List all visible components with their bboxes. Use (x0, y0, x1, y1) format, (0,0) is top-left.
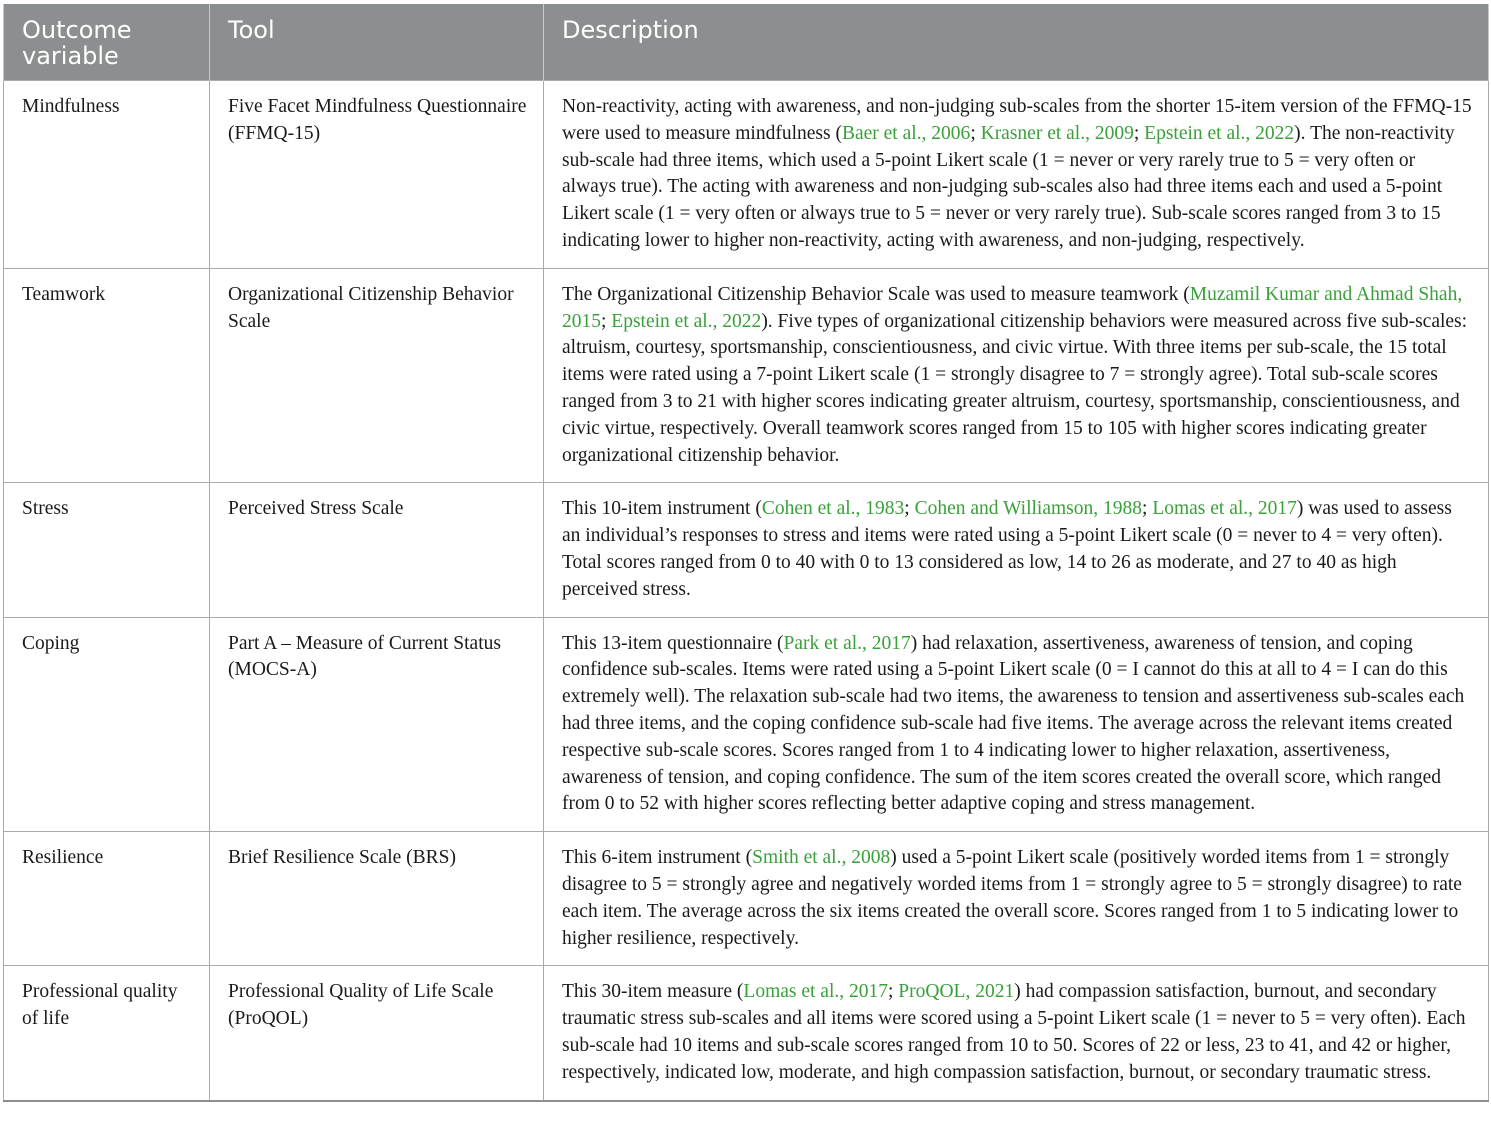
description-text: ) used a 5-point Likert scale (positively worded items from 1 = strongly disagree to 5 = strongly agree and negatively worded items from 1 = strongly agree to 5 = strongly disagree) to rate each item. The average across the six items created the overall score. Scores ranged from 1 to 5 indicating lower to higher resilience, respectively. (562, 847, 1462, 949)
description-cell (544, 617, 1489, 832)
header-row (4, 4, 1489, 81)
citation-link[interactable]: Cohen et al., 1983 (761, 498, 905, 520)
table-row (4, 268, 1489, 483)
header-outcome-variable: Outcome variable (4, 4, 210, 81)
citation-link[interactable]: Cohen and Williamson, 1988 (914, 498, 1143, 520)
tool-cell: Five Facet Mindfulness Questionnaire (FFMQ-15) (210, 81, 544, 269)
description-text: ; (1142, 498, 1153, 520)
tool-cell: Part A – Measure of Current Status (MOCS-A) (210, 617, 544, 832)
description-text: This 6-item instrument ( (562, 847, 753, 869)
table-body (4, 81, 1489, 1101)
table-row (4, 966, 1489, 1101)
table-row (4, 617, 1489, 832)
citation-link[interactable]: Krasner et al., 2009 (980, 122, 1134, 144)
citation-link[interactable]: Lomas et al., 2017 (1152, 498, 1297, 520)
outcome-variable-cell: Resilience (4, 832, 210, 966)
description-cell (544, 483, 1489, 617)
citation-link[interactable]: Lomas et al., 2017 (743, 981, 888, 1003)
outcome-variable-cell: Stress (4, 483, 210, 617)
citation-link[interactable]: Baer et al., 2006 (841, 122, 971, 144)
citation-link[interactable]: Muzamil Kumar and Ahmad Shah, 2015 (562, 283, 1463, 332)
description-cell (544, 81, 1489, 269)
measures-table-container (3, 4, 1488, 1102)
description-cell (544, 268, 1489, 483)
description-text: ). The non-reactivity sub-scale had three items, which used a 5-point Likert scale (1 = never or very rarely true to 5 = very often or always true). The acting with awareness and non-judging sub-scales also had three items each and used a 5-point Likert scale (1 = very often or always true to 5 = never or very rarely true). Sub-scale scores ranged from 3 to 15 indicating lower to higher non-reactivity, acting with awareness, and non-judging, respectively. (562, 122, 1455, 251)
tool-cell: Perceived Stress Scale (210, 483, 544, 617)
description-text: This 30-item measure ( (562, 981, 744, 1003)
citation-link[interactable]: Epstein et al., 2022 (611, 310, 762, 332)
description-text: ; (601, 310, 612, 332)
tool-cell: Brief Resilience Scale (BRS) (210, 832, 544, 966)
description-text: ) had relaxation, assertiveness, awareness of tension, and coping confidence sub-scales. Items were rated using a 5-point Likert scale (0 = I cannot do this at all to 4 = I can do this extremely well). The relaxation sub-scale had two items, the awareness to tension and assertiveness sub-scales each had three items, and the coping confidence sub-scale had five items. The average across the relevant items created respective sub-scale scores. Scores ranged from 1 to 4 indicating lower to higher relaxation, assertiveness, awareness of tension, and coping confidence. The sum of the item scores created the overall score, which ranged from 0 to 52 with higher scores reflecting better adaptive coping and stress management. (562, 632, 1465, 815)
header-description: Description (544, 4, 1489, 81)
description-text: ; (904, 498, 915, 520)
citation-link[interactable]: Epstein et al., 2022 (1144, 122, 1295, 144)
measures-table (3, 4, 1489, 1102)
table-row (4, 483, 1489, 617)
description-text: This 13-item questionnaire ( (562, 632, 784, 654)
table-row (4, 832, 1489, 966)
description-text: This 10-item instrument ( (562, 498, 762, 520)
outcome-variable-cell: Mindfulness (4, 81, 210, 269)
table-row (4, 81, 1489, 269)
description-text: ; (970, 122, 981, 144)
outcome-variable-cell: Professional quality of life (4, 966, 210, 1101)
tool-cell: Organizational Citizenship Behavior Scale (210, 268, 544, 483)
header-tool: Tool (210, 4, 544, 81)
description-text: ; (888, 981, 899, 1003)
citation-link[interactable]: Smith et al., 2008 (752, 847, 891, 869)
description-text: Non-reactivity, acting with awareness, and non-judging sub-scales from the shorter 15-item version of the FFMQ-15 were used to measure mindfulness ( (562, 96, 1472, 144)
description-text: ) was used to assess an individual’s responses to stress and items were rated using a 5-point Likert scale (0 = never to 4 = very often). Total scores ranged from 0 to 40 with 0 to 13 considered as low, 14 to 26 as moderate, and 27 to 40 as high perceived stress. (562, 498, 1452, 600)
table-header (4, 4, 1489, 81)
citation-link[interactable]: ProQOL, 2021 (898, 981, 1015, 1003)
description-cell (544, 832, 1489, 966)
description-text: ) had compassion satisfaction, burnout, and secondary traumatic stress sub-scales and all items were scored using a 5-point Likert scale (1 = never to 5 = very often). Each sub-scale had 10 items and sub-scale scores ranged from 10 to 50. Scores of 22 or less, 23 to 41, and 42 or higher, respectively, indicated low, moderate, and high compassion satisfaction, burnout, or secondary traumatic stress. (562, 981, 1466, 1083)
tool-cell: Professional Quality of Life Scale (ProQOL) (210, 966, 544, 1101)
description-text: ). Five types of organizational citizenship behaviors were measured across five sub-scales: altruism, courtesy, sportsmanship, conscientiousness, and civic virtue. With three items per sub-scale, the 15 total items were rated using a 7-point Likert scale (1 = strongly disagree to 7 = strongly agree). Total sub-scale scores ranged from 3 to 21 with higher scores indicating greater altruism, courtesy, sportsmanship, conscientiousness, and civic virtue, respectively. Overall teamwork scores ranged from 15 to 105 with higher scores indicating greater organizational citizenship behavior. (562, 310, 1468, 466)
outcome-variable-cell: Coping (4, 617, 210, 832)
outcome-variable-cell: Teamwork (4, 268, 210, 483)
description-cell (544, 966, 1489, 1101)
description-text: The Organizational Citizenship Behavior Scale was used to measure teamwork ( (562, 283, 1190, 305)
description-text: ; (1133, 122, 1145, 144)
citation-link[interactable]: Park et al., 2017 (783, 632, 911, 654)
